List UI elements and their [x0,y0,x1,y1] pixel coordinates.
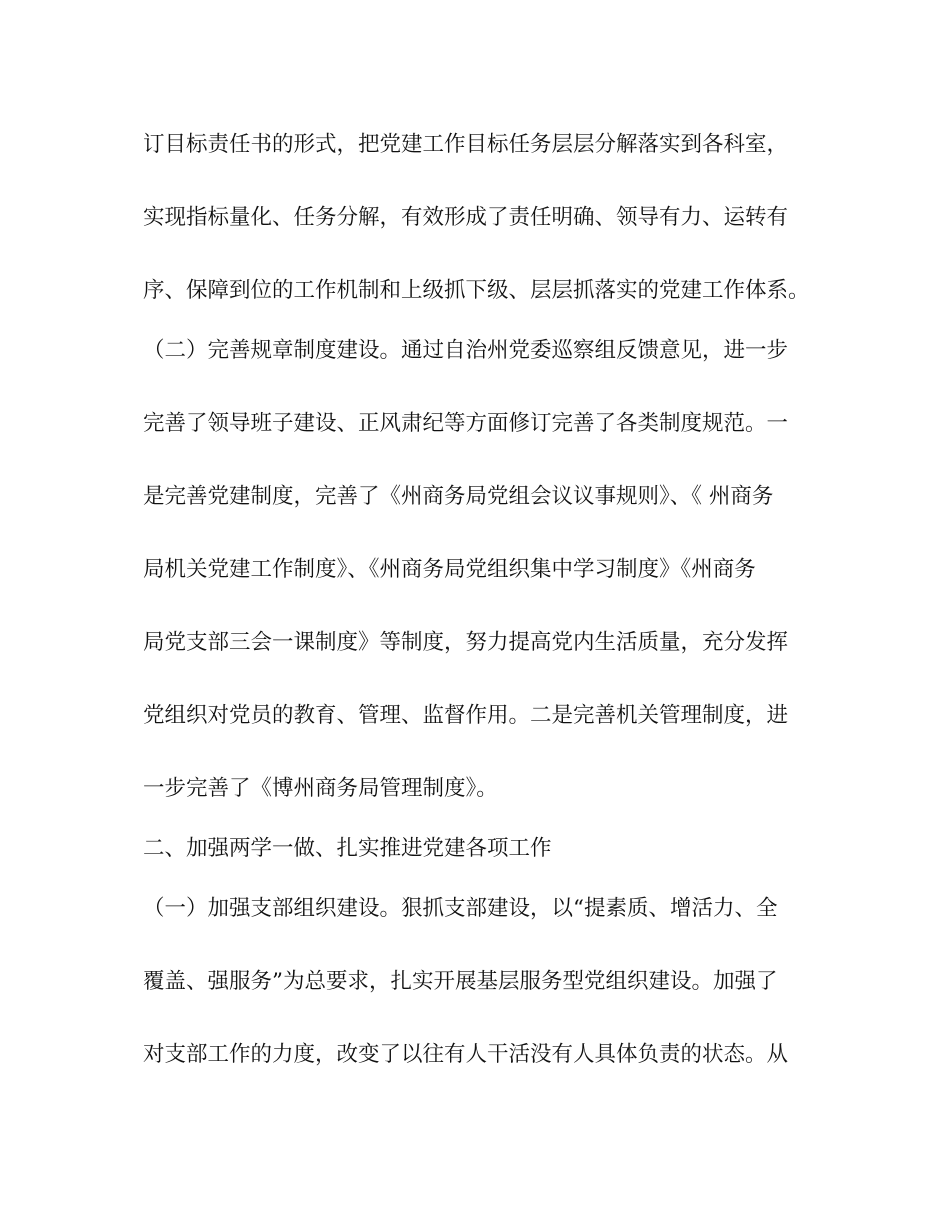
paragraph-line: 覆盖、强服务”为总要求，扎实开展基层服务型党组织建设。加强了 [143,969,778,994]
paragraph-line: 局党支部三会一课制度》等制度，努力提高党内生活质量，充分发挥 [143,630,789,655]
paragraph-line: 完善了领导班子建设、正风肃纪等方面修订完善了各类制度规范。一 [143,411,789,436]
paragraph-line: 对支部工作的力度，改变了以往有人干活没有人具体负责的状态。从 [143,1042,789,1067]
subsection-heading-line: （一）加强支部组织建设。狠抓支部建设，以“提素质、增活力、全 [143,896,778,921]
paragraph-line: 订目标责任书的形式，把党建工作目标任务层层分解落实到各科室， [143,132,789,157]
paragraph-line: 党组织对党员的教育、管理、监督作用。二是完善机关管理制度，进 [143,703,789,728]
paragraph-line: 实现指标量化、任务分解，有效形成了责任明确、领导有力、运转有 [143,205,789,230]
paragraph-line: 是完善党建制度，完善了《州商务局党组会议议事规则》、《 州商务 [143,484,774,509]
paragraph-line: 一步完善了《博州商务局管理制度》。 [143,776,498,801]
paragraph-line: 序、保障到位的工作机制和上级抓下级、层层抓落实的党建工作体系。 [143,278,810,303]
subsection-heading-line: （二）完善规章制度建设。通过自治州党委巡察组反馈意见，进一步 [143,338,789,363]
section-heading: 二、加强两学一做、扎实推进党建各项工作 [143,836,552,861]
paragraph-line: 局机关党建工作制度》、《州商务局党组织集中学习制度》《州商务 [143,557,756,582]
